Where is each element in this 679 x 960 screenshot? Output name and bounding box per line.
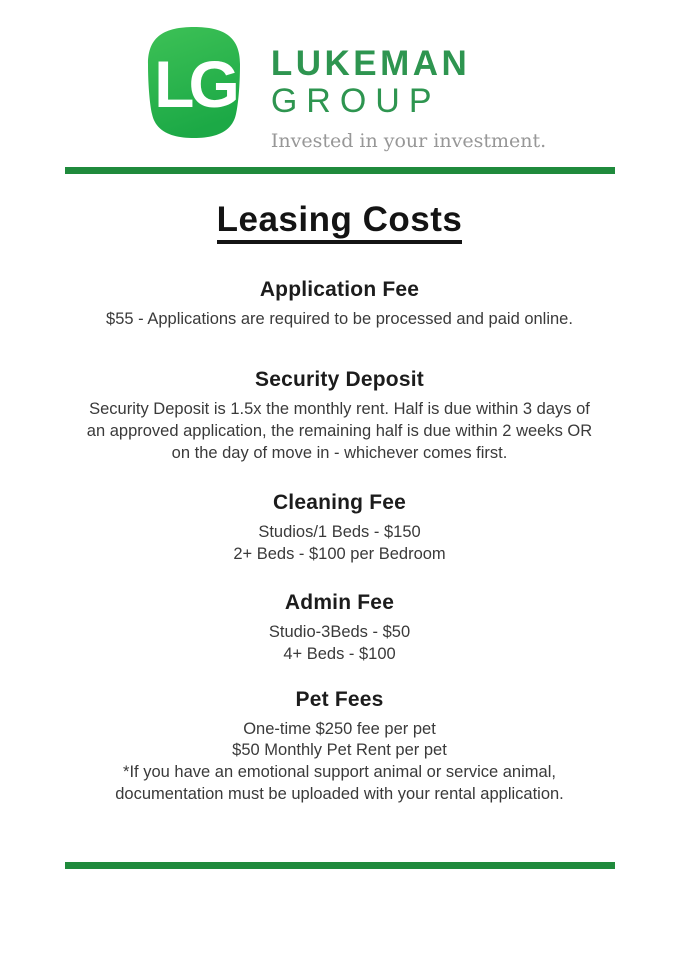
section-line: on the day of move in - whichever comes first. [171, 443, 508, 462]
section-line: 4+ Beds - $100 [283, 644, 396, 663]
section-line: Studio-3Beds - $50 [268, 622, 411, 641]
section-line: $55 - Applications are required to be processed and paid online. [106, 310, 573, 328]
section-admin-fee [0, 591, 679, 666]
section-line: One-time $250 fee per pet [243, 719, 436, 738]
top-divider [65, 167, 615, 174]
logo-monogram-text: LG [154, 47, 234, 121]
section-line: *If you have an emotional support animal or service animal, [123, 763, 556, 782]
section-application-fee [0, 278, 679, 331]
section-line: $50 Monthly Pet Rent per pet [232, 741, 447, 760]
brand-header [0, 0, 679, 152]
section-line: Studios/1 Beds - $150 [258, 522, 421, 541]
lukeman-group-logo-icon [133, 24, 255, 141]
section-security-deposit [0, 368, 679, 465]
section-heading: Admin Fee [284, 590, 395, 614]
section-line: Security Deposit is 1.5x the monthly rent. Half is due within 3 days of [89, 399, 590, 418]
section-line: an approved application, the remaining half is due within 2 weeks OR [86, 421, 593, 440]
section-heading: Pet Fees [295, 687, 384, 711]
brand-name-line1: LUKEMAN [270, 44, 471, 83]
section-pet-fees [0, 688, 679, 807]
section-line: documentation must be uploaded with your rental application. [115, 785, 564, 804]
brand-name-line2: GROUP [270, 82, 441, 120]
brand-name-block [271, 24, 546, 152]
bottom-divider [65, 862, 615, 869]
section-heading: Security Deposit [255, 367, 424, 391]
section-line: 2+ Beds - $100 per Bedroom [233, 544, 446, 563]
brand-tagline: Invested in your investment. [270, 130, 547, 152]
section-heading: Cleaning Fee [272, 490, 407, 514]
page-title: Leasing Costs [0, 200, 679, 240]
section-cleaning-fee [0, 491, 679, 566]
section-heading: Application Fee [259, 278, 420, 301]
